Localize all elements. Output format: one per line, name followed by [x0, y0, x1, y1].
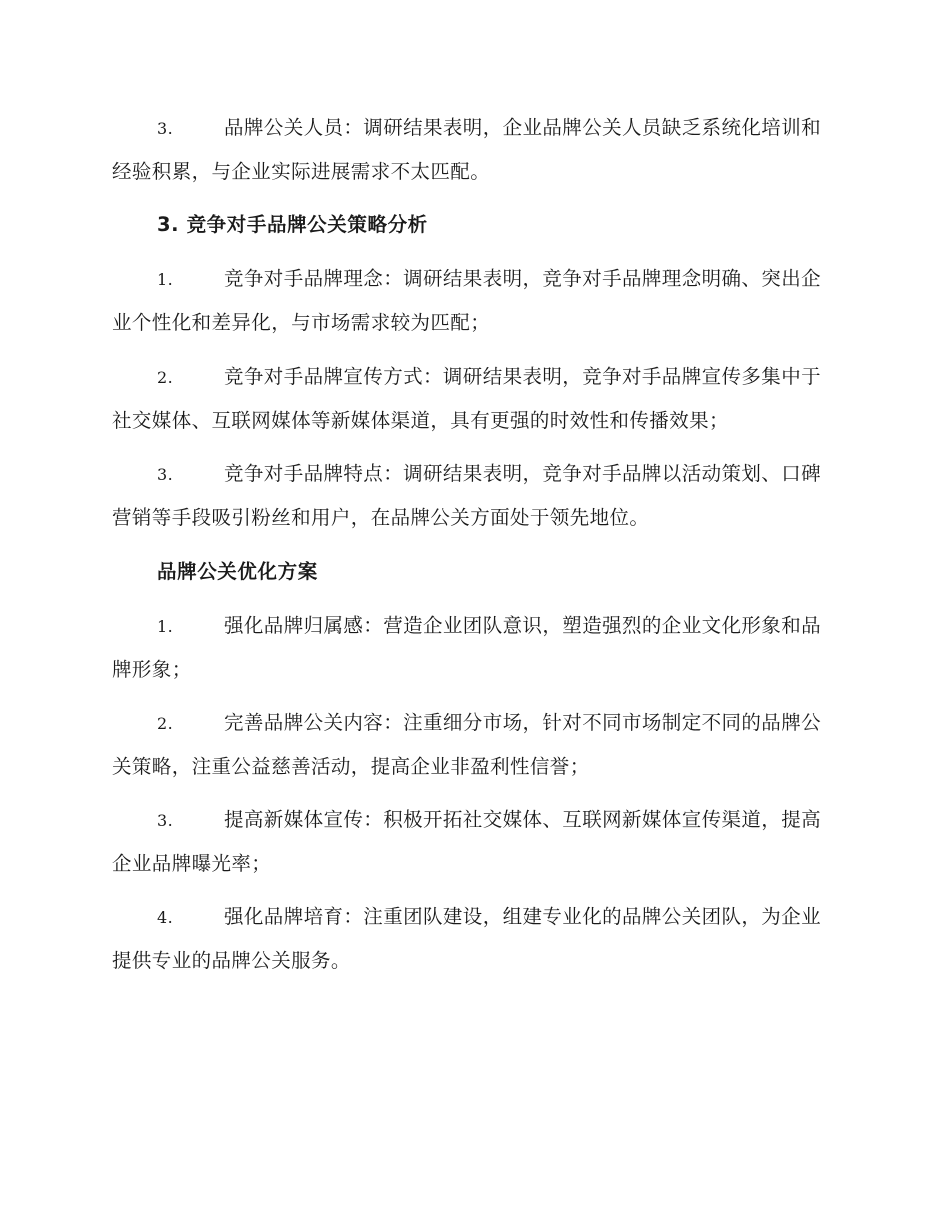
list-number: 3.: [157, 811, 174, 830]
paragraph: [112, 355, 837, 442]
section-heading: 3. 竞争对手品牌公关策略分析: [157, 213, 428, 236]
list-item: [112, 798, 837, 885]
list-number: 2.: [157, 368, 174, 387]
paragraph-text: 品牌公关人员：调研结果表明，企业品牌公关人员缺乏系统化培训和经验积累，与企业实际进展需求不太匹配。: [112, 116, 822, 183]
list-item: [112, 106, 837, 193]
list-number: 3.: [157, 119, 174, 138]
list-number: 4.: [157, 908, 174, 927]
paragraph: [112, 452, 837, 539]
list-number: 2.: [157, 714, 174, 733]
list-number: 3.: [157, 465, 174, 484]
list-item: [112, 895, 837, 982]
paragraph-text: 强化品牌培育：注重团队建设，组建专业化的品牌公关团队，为企业提供专业的品牌公关服务。: [112, 905, 822, 972]
list-item: [112, 604, 837, 691]
list-item: [112, 257, 837, 344]
list-number: 1.: [157, 617, 174, 636]
paragraph: [112, 257, 837, 344]
paragraph: [112, 106, 837, 193]
paragraph-text: 竞争对手品牌宣传方式：调研结果表明，竞争对手品牌宣传多集中于社交媒体、互联网媒体等新媒体渠道，具有更强的时效性和传播效果；: [112, 365, 822, 432]
paragraph: [112, 798, 837, 885]
paragraph: [112, 604, 837, 691]
list-number: 1.: [157, 270, 174, 289]
paragraph-text: 强化品牌归属感：营造企业团队意识，塑造强烈的企业文化形象和品牌形象；: [112, 614, 822, 681]
paragraph-text: 完善品牌公关内容：注重细分市场，针对不同市场制定不同的品牌公关策略，注重公益慈善活动，提高企业非盈利性信誉；: [112, 711, 822, 778]
paragraph: [112, 895, 837, 982]
paragraph: [112, 701, 837, 788]
list-item: [112, 355, 837, 442]
paragraph-text: 提高新媒体宣传：积极开拓社交媒体、互联网新媒体宣传渠道，提高企业品牌曝光率；: [112, 808, 822, 875]
list-item: [112, 452, 837, 539]
section-heading: 品牌公关优化方案: [157, 560, 318, 583]
paragraph-text: 竞争对手品牌特点：调研结果表明，竞争对手品牌以活动策划、口碑营销等手段吸引粉丝和用户，在品牌公关方面处于领先地位。: [112, 462, 822, 529]
paragraph-text: 竞争对手品牌理念：调研结果表明，竞争对手品牌理念明确、突出企业个性化和差异化，与市场需求较为匹配；: [112, 267, 822, 334]
list-item: [112, 701, 837, 788]
